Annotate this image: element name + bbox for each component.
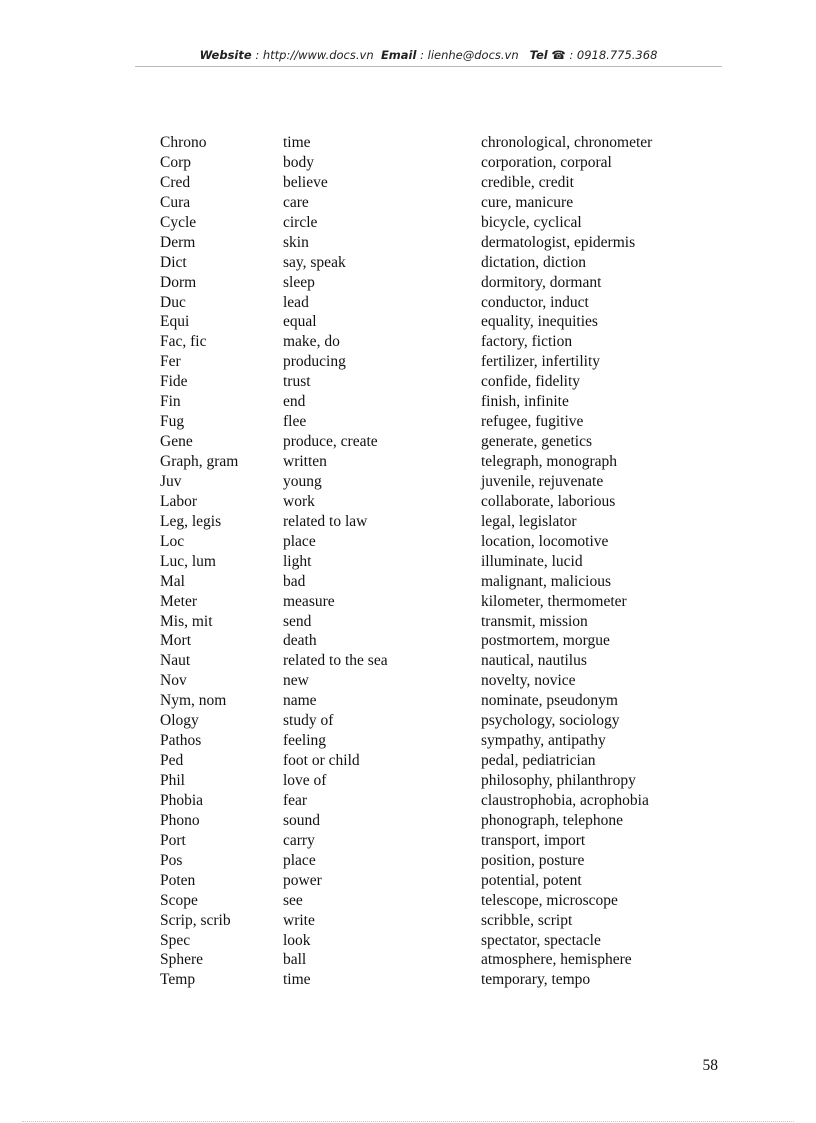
meaning-cell: producing: [283, 353, 346, 371]
meaning-cell: sleep: [283, 273, 315, 291]
root-cell: Cycle: [160, 213, 197, 231]
table-row: [160, 592, 720, 612]
root-cell: Fac, fic: [160, 333, 207, 351]
examples-cell: pedal, pediatrician: [481, 752, 596, 770]
root-cell: Ped: [160, 752, 184, 770]
root-cell: Juv: [160, 472, 182, 490]
examples-cell: telescope, microscope: [481, 891, 618, 909]
examples-cell: claustrophobia, acrophobia: [481, 791, 649, 809]
meaning-cell: related to the sea: [283, 652, 388, 670]
table-row: [160, 452, 720, 472]
table-row: [160, 352, 720, 372]
root-cell: Dorm: [160, 273, 197, 291]
examples-cell: corporation, corporal: [481, 153, 612, 171]
table-row: [160, 572, 720, 592]
meaning-cell: bad: [283, 572, 306, 590]
table-row: [160, 312, 720, 332]
meaning-cell: body: [283, 153, 314, 171]
examples-cell: temporary, tempo: [481, 971, 591, 989]
table-row: [160, 532, 720, 552]
examples-cell: generate, genetics: [481, 433, 593, 451]
meaning-cell: new: [283, 672, 309, 690]
examples-cell: nautical, nautilus: [481, 652, 587, 670]
table-row: [160, 273, 720, 293]
table-row: [160, 911, 720, 931]
root-cell: Graph, gram: [160, 453, 239, 470]
meaning-cell: time: [283, 134, 311, 151]
examples-cell: dermatologist, epidermis: [481, 233, 636, 251]
meaning-cell: sound: [283, 811, 321, 829]
examples-cell: bicycle, cyclical: [481, 213, 582, 231]
meaning-cell: trust: [283, 373, 311, 391]
root-cell: Mal: [160, 572, 185, 590]
examples-cell: legal, legislator: [481, 512, 577, 530]
root-cell: Scope: [160, 891, 198, 909]
examples-cell: kilometer, thermometer: [481, 592, 627, 610]
table-row: [160, 392, 720, 412]
meaning-cell: time: [283, 971, 311, 989]
examples-cell: spectator, spectacle: [481, 931, 601, 949]
meaning-cell: say, speak: [283, 253, 346, 271]
examples-cell: finish, infinite: [481, 393, 569, 411]
table-row: [160, 472, 720, 492]
examples-cell: transmit, mission: [481, 612, 588, 630]
meaning-cell: written: [283, 453, 327, 470]
meaning-cell: related to law: [283, 512, 368, 530]
meaning-cell: power: [283, 871, 322, 889]
table-row: [160, 931, 720, 951]
root-cell: Fer: [160, 353, 181, 371]
root-cell: Sphere: [160, 951, 204, 969]
examples-cell: credible, credit: [481, 173, 574, 191]
meaning-cell: feeling: [283, 732, 327, 750]
website-separator: :: [251, 48, 263, 62]
table-row: [160, 970, 720, 990]
root-cell: Nym, nom: [160, 692, 227, 710]
examples-cell: philosophy, philanthropy: [481, 772, 636, 789]
root-cell: Leg, legis: [160, 512, 222, 530]
examples-cell: confide, fidelity: [481, 373, 580, 391]
table-row: [160, 771, 720, 791]
email-address[interactable]: lienhe@docs.vn: [427, 48, 519, 62]
examples-cell: postmortem, morgue: [481, 632, 610, 650]
root-cell: Mis, mit: [160, 612, 213, 630]
root-cell: Duc: [160, 293, 186, 311]
table-row: [160, 711, 720, 731]
meaning-cell: look: [283, 931, 311, 949]
root-cell: Port: [160, 831, 186, 849]
root-cell: Pathos: [160, 732, 202, 750]
table-row: [160, 253, 720, 273]
examples-cell: juvenile, rejuvenate: [481, 472, 604, 490]
examples-cell: factory, fiction: [481, 333, 573, 351]
examples-cell: fertilizer, infertility: [481, 353, 601, 371]
table-row: [160, 193, 720, 213]
tel-label: Tel: [529, 48, 548, 62]
root-cell: Meter: [160, 592, 198, 610]
meaning-cell: skin: [283, 233, 309, 251]
meaning-cell: circle: [283, 213, 318, 231]
meaning-cell: care: [283, 193, 309, 211]
meaning-cell: end: [283, 393, 306, 411]
root-cell: Loc: [160, 532, 185, 550]
table-row: [160, 851, 720, 871]
root-cell: Fug: [160, 413, 185, 431]
meaning-cell: ball: [283, 951, 307, 969]
root-cell: Phil: [160, 772, 185, 789]
examples-cell: conductor, induct: [481, 293, 589, 311]
examples-cell: scribble, script: [481, 911, 573, 929]
root-cell: Labor: [160, 492, 198, 510]
table-row: [160, 512, 720, 532]
table-row: [160, 950, 720, 970]
table-row: [160, 213, 720, 233]
root-cell: Mort: [160, 632, 191, 650]
meaning-cell: carry: [283, 831, 315, 849]
meaning-cell: light: [283, 552, 312, 570]
table-row: [160, 831, 720, 851]
root-cell: Cred: [160, 173, 191, 191]
table-row: [160, 791, 720, 811]
table-row: [160, 731, 720, 751]
root-cell: Chrono: [160, 134, 207, 151]
examples-cell: sympathy, antipathy: [481, 732, 606, 750]
meaning-cell: lead: [283, 293, 309, 311]
examples-cell: cure, manicure: [481, 193, 574, 211]
table-row: [160, 891, 720, 911]
root-cell: Luc, lum: [160, 552, 216, 570]
root-cell: Fide: [160, 373, 188, 391]
meaning-cell: death: [283, 632, 317, 650]
root-cell: Ology: [160, 712, 199, 730]
root-cell: Gene: [160, 433, 193, 451]
root-cell: Phono: [160, 811, 200, 829]
table-row: [160, 751, 720, 771]
examples-cell: phonograph, telephone: [481, 811, 624, 829]
table-row: [160, 651, 720, 671]
meaning-cell: foot or child: [283, 752, 360, 770]
meaning-cell: make, do: [283, 333, 340, 351]
meaning-cell: produce, create: [283, 433, 378, 451]
table-row: [160, 492, 720, 512]
examples-cell: collaborate, laborious: [481, 492, 616, 510]
meaning-cell: study of: [283, 712, 334, 730]
footer-divider: [22, 1121, 794, 1122]
meaning-cell: love of: [283, 772, 327, 789]
table-row: [160, 811, 720, 831]
examples-cell: illuminate, lucid: [481, 552, 583, 570]
table-row: [160, 871, 720, 891]
root-cell: Corp: [160, 153, 191, 171]
tel-number: 0918.775.368: [576, 48, 658, 62]
root-cell: Cura: [160, 193, 191, 211]
examples-cell: nominate, pseudonym: [481, 692, 618, 710]
meaning-cell: write: [283, 911, 315, 929]
examples-cell: transport, import: [481, 831, 586, 849]
meaning-cell: name: [283, 692, 317, 710]
examples-cell: equality, inequities: [481, 313, 598, 331]
meaning-cell: work: [283, 492, 315, 510]
table-row: [160, 691, 720, 711]
table-row: [160, 293, 720, 313]
examples-cell: dictation, diction: [481, 253, 587, 271]
examples-cell: refugee, fugitive: [481, 413, 584, 431]
root-cell: Spec: [160, 931, 191, 949]
header-divider: [135, 66, 722, 67]
examples-cell: chronological, chronometer: [481, 134, 653, 151]
meaning-cell: flee: [283, 413, 307, 431]
root-cell: Pos: [160, 851, 183, 869]
root-cell: Poten: [160, 871, 196, 889]
meaning-cell: measure: [283, 592, 335, 610]
examples-cell: novelty, novice: [481, 672, 576, 690]
table-row: [160, 631, 720, 651]
table-row: [160, 612, 720, 632]
meaning-cell: see: [283, 891, 303, 909]
meaning-cell: place: [283, 851, 316, 869]
examples-cell: psychology, sociology: [481, 712, 620, 730]
table-row: [160, 552, 720, 572]
table-row: [160, 432, 720, 452]
table-row: [160, 332, 720, 352]
examples-cell: position, posture: [481, 851, 585, 869]
root-cell: Equi: [160, 313, 190, 331]
table-row: [160, 133, 720, 153]
root-cell: Scrip, scrib: [160, 911, 231, 929]
root-cell: Naut: [160, 652, 191, 670]
phone-icon: ☎: [551, 48, 566, 62]
meaning-cell: believe: [283, 173, 328, 191]
table-row: [160, 153, 720, 173]
root-cell: Phobia: [160, 791, 204, 809]
email-separator: :: [416, 48, 428, 62]
page-number: 58: [702, 1057, 718, 1074]
page-header: [135, 48, 722, 64]
meaning-cell: equal: [283, 313, 317, 331]
table-row: [160, 412, 720, 432]
table-row: [160, 372, 720, 392]
examples-cell: malignant, malicious: [481, 572, 612, 590]
examples-cell: telegraph, monograph: [481, 453, 618, 470]
root-cell: Dict: [160, 253, 187, 271]
meaning-cell: send: [283, 612, 312, 630]
root-cell: Nov: [160, 672, 187, 690]
website-label: Website: [199, 48, 252, 62]
examples-cell: dormitory, dormant: [481, 273, 602, 291]
root-cell: Temp: [160, 971, 196, 989]
tel-separator: :: [565, 48, 577, 62]
word-roots-table: [160, 133, 720, 990]
website-url[interactable]: http://www.docs.vn: [262, 48, 374, 62]
meaning-cell: fear: [283, 791, 308, 809]
examples-cell: location, locomotive: [481, 532, 609, 550]
table-row: [160, 671, 720, 691]
meaning-cell: place: [283, 532, 316, 550]
table-row: [160, 233, 720, 253]
root-cell: Fin: [160, 393, 181, 411]
examples-cell: atmosphere, hemisphere: [481, 951, 632, 969]
email-label: Email: [380, 48, 417, 62]
table-row: [160, 173, 720, 193]
root-cell: Derm: [160, 233, 196, 251]
examples-cell: potential, potent: [481, 871, 582, 889]
meaning-cell: young: [283, 472, 322, 490]
